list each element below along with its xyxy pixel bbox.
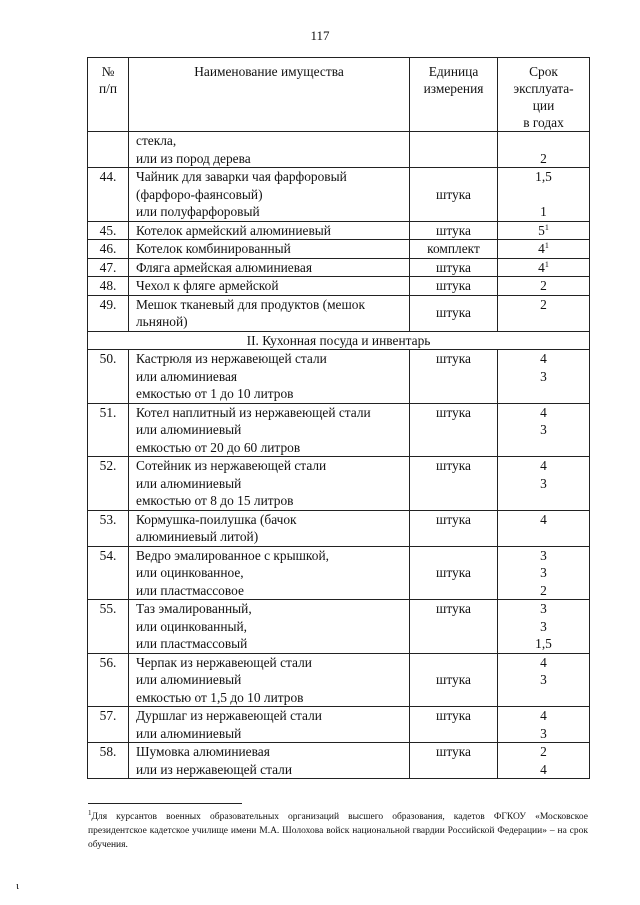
item-name-line: Дуршлаг из нержавеющей стали (136, 708, 322, 723)
table-row (88, 546, 590, 600)
item-name-line: емкостью от 1 до 10 литров (136, 386, 294, 401)
item-name-line: или пластмассовый (136, 636, 248, 651)
item-name (129, 221, 410, 240)
term-value (498, 186, 589, 204)
term-value: 2 (540, 150, 547, 166)
term-value: 1,5 (535, 636, 552, 651)
unit-value: штука (436, 458, 471, 473)
item-name (129, 546, 410, 600)
term-value: 4 (540, 511, 547, 527)
item-name-line: или из пород дерева (136, 150, 251, 166)
service-term (498, 403, 590, 457)
unit-value: штука (436, 744, 471, 759)
row-number: 55. (88, 600, 129, 654)
table-row (88, 350, 590, 404)
service-term (498, 653, 590, 707)
table-row (88, 457, 590, 511)
section-heading: II. Кухонная посуда и инвентарь (88, 331, 590, 350)
header-term: Срок эксплуата- ции в годах (498, 58, 590, 132)
item-name-line: емкостью от 20 до 60 литров (136, 439, 301, 455)
table-body (88, 132, 590, 779)
unit-of-measure (410, 132, 498, 168)
item-name (129, 403, 410, 457)
term-value: 3 (540, 422, 547, 437)
term-value: 4 (540, 351, 547, 366)
row-number (88, 132, 129, 168)
service-term (498, 600, 590, 654)
item-name (129, 295, 410, 331)
item-name-line: Котелок комбинированный (136, 241, 291, 256)
table-row (88, 707, 590, 743)
unit-of-measure (410, 295, 498, 331)
unit-of-measure (410, 277, 498, 296)
table-header (88, 58, 590, 132)
item-name-line: Шумовка алюминиевая (136, 744, 270, 759)
term-value (498, 132, 589, 150)
item-name-line: или алюминиевый (136, 672, 242, 687)
item-name-line: Черпак из нержавеющей стали (136, 654, 312, 670)
term-value (498, 385, 589, 403)
item-name (129, 707, 410, 743)
term-value: 4 (540, 708, 547, 723)
term-value: 3 (540, 725, 547, 741)
table-row (88, 600, 590, 654)
unit-of-measure (410, 350, 498, 404)
term-value (498, 528, 589, 546)
unit-value: штука (436, 222, 471, 238)
item-name (129, 653, 410, 707)
item-name-line: Фляга армейская алюминиевая (136, 259, 312, 275)
service-term (498, 457, 590, 511)
row-number: 44. (88, 168, 129, 222)
item-name-line: или из нержавеющей стали (136, 761, 292, 777)
footnote-text: Для курсантов военных образовательных организаций высшего образования, кадетов ФГКОУ «Московское президентское кадетское училище имени М.А. Шолохова войск национальной гвардии Российской Федерации» – на срок обучения. (88, 812, 588, 850)
unit-value: штука (436, 305, 471, 321)
item-name (129, 600, 410, 654)
term-value (498, 492, 589, 510)
item-name-line: льняной) (136, 314, 188, 329)
item-name (129, 240, 410, 259)
term-value: 3 (540, 565, 547, 580)
table-row (88, 510, 590, 546)
item-name-line: Котелок армейский алюминиевый (136, 222, 331, 238)
margin-mark: ι (16, 880, 19, 892)
unit-value: штука (436, 259, 471, 275)
unit-of-measure (410, 221, 498, 240)
item-name-line: Кастрюля из нержавеющей стали (136, 351, 327, 366)
term-value: 4 (540, 458, 547, 473)
term-value: 1,5 (535, 169, 552, 184)
item-name-line: Таз эмалированный, (136, 601, 252, 616)
service-term (498, 258, 590, 277)
item-name (129, 743, 410, 779)
item-name-line: или алюминиевая (136, 368, 238, 384)
unit-value: штука (436, 708, 471, 723)
footnote-ref: 1 (544, 259, 549, 269)
item-name-line: Мешок тканевый для продуктов (мешок (136, 296, 366, 312)
item-name-line: или оцинкованное, (136, 565, 244, 580)
term-value: 2 (540, 582, 547, 598)
row-number: 58. (88, 743, 129, 779)
item-name-line: (фарфоро-фаянсовый) (136, 186, 263, 202)
term-value: 2 (540, 744, 547, 759)
unit-value: штука (436, 565, 471, 580)
unit-value: комплект (427, 241, 480, 256)
footnote-ref: 1 (544, 222, 549, 232)
item-name-line: Чайник для заварки чая фарфоровый (136, 169, 347, 184)
table-row (88, 653, 590, 707)
row-number: 51. (88, 403, 129, 457)
term-value: 4 (540, 761, 547, 777)
unit-value: штука (436, 351, 471, 366)
row-number: 53. (88, 510, 129, 546)
row-number: 48. (88, 277, 129, 296)
item-name-line: или алюминиевый (136, 475, 242, 491)
table-row (88, 221, 590, 240)
row-number: 47. (88, 258, 129, 277)
term-value: 2 (540, 296, 547, 312)
term-value: 4 (540, 654, 547, 670)
row-number: 56. (88, 653, 129, 707)
row-number: 45. (88, 221, 129, 240)
row-number: 50. (88, 350, 129, 404)
row-number: 57. (88, 707, 129, 743)
term-value: 3 (540, 618, 547, 634)
unit-value: штука (436, 278, 471, 293)
item-name-line: Котел наплитный из нержавеющей стали (136, 404, 371, 420)
unit-of-measure (410, 510, 498, 546)
term-value: 1 (540, 204, 547, 219)
unit-of-measure (410, 240, 498, 259)
unit-value (410, 132, 497, 150)
term-value (498, 439, 589, 457)
service-term (498, 132, 590, 168)
header-unit: Единица измерения (410, 58, 498, 132)
item-name-line: Кормушка-поилушка (бачок (136, 511, 297, 527)
table-row (88, 132, 590, 168)
unit-of-measure (410, 546, 498, 600)
unit-of-measure (410, 600, 498, 654)
item-name-line: или пластмассовое (136, 582, 244, 598)
page-number: 117 (310, 28, 330, 43)
table-row (88, 240, 590, 259)
unit-of-measure (410, 258, 498, 277)
unit-of-measure (410, 707, 498, 743)
service-term (498, 295, 590, 331)
footnote-divider (88, 803, 242, 804)
row-number: 54. (88, 546, 129, 600)
item-name-line: Чехол к фляге армейской (136, 278, 279, 293)
term-value: 4 (540, 404, 547, 420)
row-number: 52. (88, 457, 129, 511)
unit-value: штука (436, 404, 471, 420)
item-name (129, 168, 410, 222)
item-name (129, 350, 410, 404)
term-value: 2 (540, 278, 547, 293)
footnote (88, 810, 588, 852)
item-name-line: алюминиевый литой) (136, 529, 259, 544)
unit-of-measure (410, 168, 498, 222)
table-row (88, 743, 590, 779)
service-term (498, 350, 590, 404)
service-term (498, 546, 590, 600)
row-number: 49. (88, 295, 129, 331)
header-num: № п/п (88, 58, 129, 132)
item-name (129, 510, 410, 546)
item-name-line: или оцинкованный, (136, 618, 248, 634)
service-term (498, 168, 590, 222)
item-name-line: Ведро эмалированное с крышкой, (136, 547, 329, 563)
footnote-marker: 1 (88, 809, 92, 817)
term-value (498, 689, 589, 707)
service-term (498, 707, 590, 743)
unit-value: штука (436, 511, 471, 527)
service-term (498, 240, 590, 259)
unit-value: штука (436, 672, 471, 687)
table-row (88, 277, 590, 296)
term-value: 3 (540, 368, 547, 384)
item-name-line: стекла, (136, 133, 177, 148)
service-term (498, 510, 590, 546)
item-name-line: емкостью от 1,5 до 10 литров (136, 689, 304, 705)
unit-of-measure (410, 403, 498, 457)
property-table (87, 57, 590, 779)
service-term (498, 221, 590, 240)
service-term (498, 743, 590, 779)
term-value: 3 (540, 601, 547, 616)
term-value (498, 313, 589, 331)
item-name-line: Сотейник из нержавеющей стали (136, 458, 327, 473)
item-name-line: или алюминиевый (136, 422, 242, 437)
table-row (88, 403, 590, 457)
unit-of-measure (410, 743, 498, 779)
item-name (129, 132, 410, 168)
unit-of-measure (410, 457, 498, 511)
row-number: 46. (88, 240, 129, 259)
term-value: $4^1$ (538, 241, 549, 256)
unit-value: штука (436, 186, 471, 202)
section-row (88, 331, 590, 350)
table-row (88, 258, 590, 277)
item-name (129, 258, 410, 277)
table-row (88, 295, 590, 331)
item-name-line: емкостью от 8 до 15 литров (136, 493, 294, 508)
footnote-ref: 1 (544, 241, 549, 250)
item-name-line: или полуфарфоровый (136, 204, 260, 219)
unit-of-measure (410, 653, 498, 707)
header-name: Наименование имущества (129, 58, 410, 132)
service-term (498, 277, 590, 296)
term-value: $4^1$ (538, 259, 549, 275)
table-row (88, 168, 590, 222)
term-value: $5^1$ (538, 222, 549, 238)
item-name (129, 457, 410, 511)
item-name-line: или алюминиевый (136, 725, 242, 741)
term-value: 3 (540, 672, 547, 687)
term-value: 3 (540, 547, 547, 563)
item-name (129, 277, 410, 296)
term-value: 3 (540, 475, 547, 491)
unit-value: штука (436, 601, 471, 616)
